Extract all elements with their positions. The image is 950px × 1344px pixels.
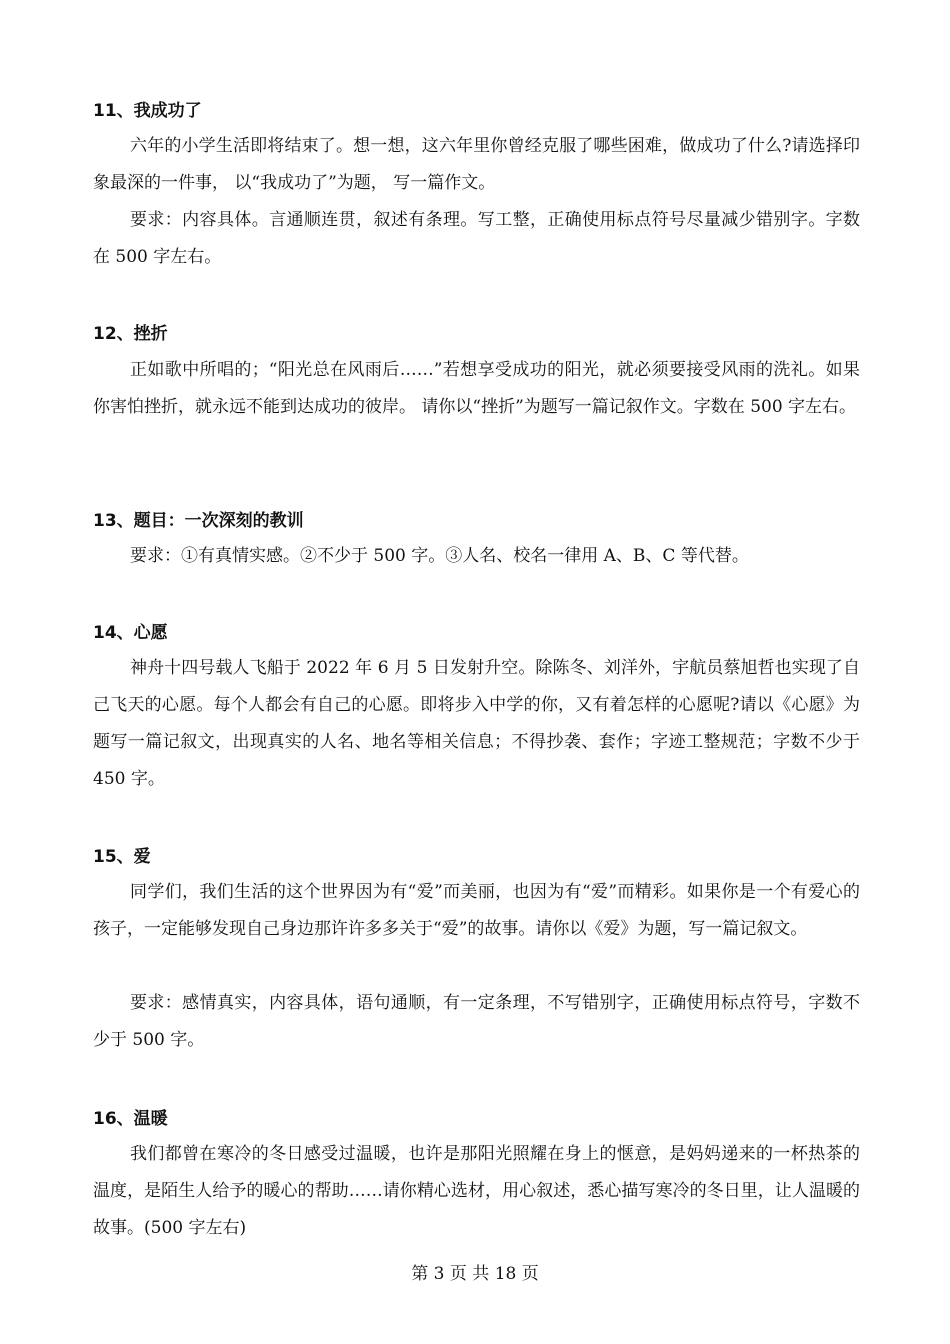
section-title-14: 14、心愿 bbox=[93, 623, 168, 643]
section-16-paragraph-1: 我们都曾在寒冷的冬日感受过温暖，也许是那阳光照耀在身上的惬意，是妈妈递来的一杯热茶的温度，是陌生人给予的暖心的帮助……请你精心选材，用心叙述，悉心描写寒冷的冬日里，让人温暖的故事。(500 字左右) bbox=[93, 1144, 860, 1238]
section-14-paragraph-1: 神舟十四号载人飞船于 2022 年 6 月 5 日发射升空。除陈冬、刘洋外，宇航员蔡旭哲也实现了自己飞天的心愿。每个人都会有自己的心愿。即将步入中学的你，又有着怎样的心愿呢?请以《心愿》为题写一篇记叙文，出现真实的人名、地名等相关信息；不得抄袭、套作；字迹工整规范；字数不少于 450 字。 bbox=[93, 658, 860, 789]
page-number-footer: 第 3 页 共 18 页 bbox=[411, 1264, 539, 1284]
section-13-paragraph-1: 要求：①有真情实感。②不少于 500 字。③人名、校名一律用 A、B、C 等代替。 bbox=[130, 546, 749, 566]
section-11-paragraph-1: 六年的小学生活即将结束了。想一想，这六年里你曾经克服了哪些困难，做成功了什么?请选择印象最深的一件事， 以“我成功了”为题， 写一篇作文。 bbox=[93, 136, 860, 193]
section-11-paragraph-2: 要求：内容具体。言通顺连贯，叙述有条理。写工整，正确使用标点符号尽量减少错别字。字数在 500 字左右。 bbox=[93, 210, 860, 267]
section-title-12: 12、挫折 bbox=[93, 324, 168, 344]
section-12-paragraph-1: 正如歌中所唱的；“阳光总在风雨后……”若想享受成功的阳光，就必须要接受风雨的洗礼。如果你害怕挫折，就永远不能到达成功的彼岸。 请你以“挫折”为题写一篇记叙作文。字数在 500 字左右。 bbox=[93, 360, 860, 417]
section-15-paragraph-2: 要求：感情真实，内容具体，语句通顺，有一定条理，不写错别字，正确使用标点符号，字数不少于 500 字。 bbox=[93, 993, 860, 1050]
section-title-15: 15、爱 bbox=[93, 847, 151, 867]
section-title-11: 11、我成功了 bbox=[93, 101, 202, 121]
section-title-13: 13、题目：一次深刻的教训 bbox=[93, 511, 304, 531]
section-title-16: 16、温暖 bbox=[93, 1109, 168, 1129]
section-15-paragraph-1: 同学们，我们生活的这个世界因为有“爱”而美丽，也因为有“爱”而精彩。如果你是一个有爱心的孩子，一定能够发现自己身边那许许多多关于“爱”的故事。请你以《爱》为题，写一篇记叙文。 bbox=[93, 882, 860, 939]
